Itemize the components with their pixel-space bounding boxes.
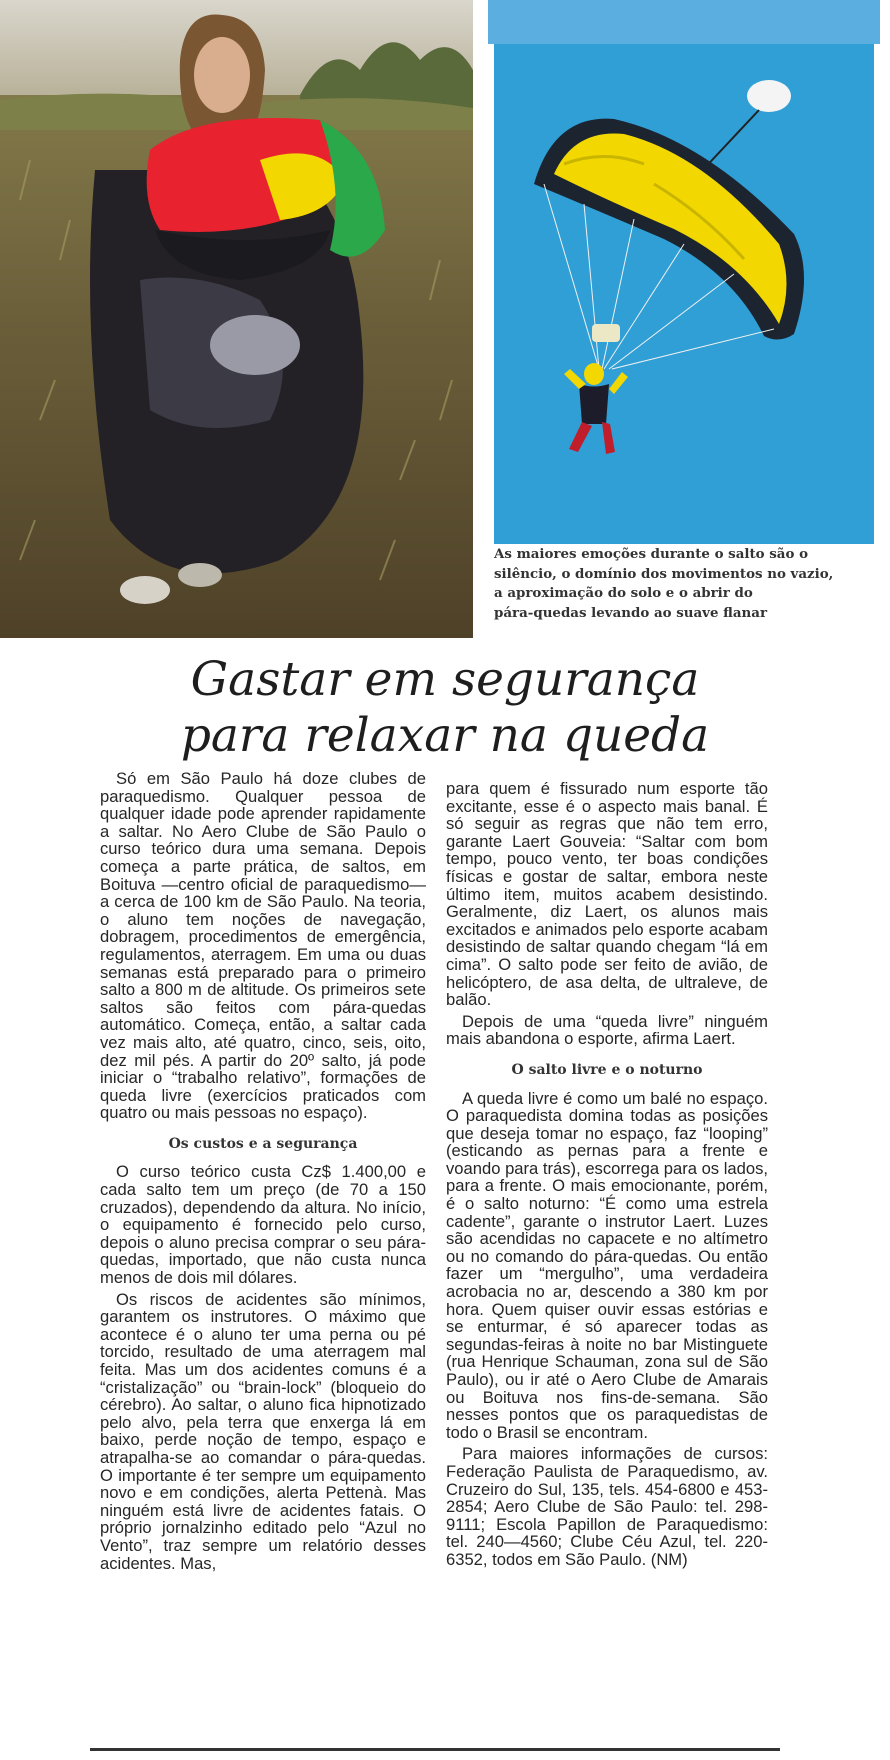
photo-parachutist-in-sky [494, 44, 874, 544]
caption-line: a aproximação do solo e o abrir do [494, 585, 753, 601]
article-column-left [100, 770, 426, 1572]
paragraph: Os riscos de acidentes são mínimos, garantem os instrutores. O máximo que acontece é o aluno ter uma perna ou pé torcido, resultado de uma aterragem mal feita. Mas um dos acidentes comuns é a “cristalização” ou “brain-lock” (bloqueio do cérebro). Ao saltar, o aluno fica hipnotizado pelo alvo, pela terra que enxerga lá em baixo, perde noção de tempo, espaço e atrapalha-se ao comandar o pára-quedas. O importante é ter sempre um equipamento novo e em condições, alerta Pettenà. Mas ninguém está livre de acidentes fatais. O próprio jornalzinho editado pelo “Azul no Vento”, traz sempre um relatório desses acidentes. Mas, [100, 1289, 426, 1573]
caption-line: silêncio, o domínio dos movimentos no vazio, [494, 565, 834, 582]
photo-woman-with-parachute [0, 0, 473, 638]
paragraph: Só em São Paulo há doze clubes de paraquedismo. Qualquer pessoa de qualquer idade pode aprender rapidamente a saltar. No Aero Clube de São Paulo o curso teórico dura uma semana. Depois começa a parte prática, de saltos, em Boituva —centro oficial de paraquedismo— a cerca de 100 km de São Paulo. Na teoria, o aluno tem noções de navegação, dobragem, procedimentos de emergência, regulamentos, aterragem. Em uma ou duas semanas está preparado para o primeiro salto a 800 m de altitude. Os primeiros sete saltos são feitos com pára-quedas automático. Começa, então, a saltar cada vez mais alto, até quatro, cinco, seis, oito, dez mil pés. A partir do 20º salto, já pode iniciar o “trabalho relativo”, formações de queda livre (exercícios praticados com quatro ou mais pessoas no espaço). [100, 769, 426, 1123]
paragraph: Depois de uma “queda livre” ninguém mais abandona o esporte, afirma Laert. [446, 1011, 768, 1049]
bottom-rule [90, 1748, 780, 1751]
paragraph: para quem é fissurado num esporte tão excitante, esse é o aspecto mais banal. É só seguir as regras que não tem erro, garante Laert Gouveia: “Saltar com bom tempo, pouco vento, ter boas condições físicas e gostar de saltar, embora neste último item, muitos acabem desistindo. Geralmente, diz Laert, os alunos mais excitados e animados pelo esporte acabam desistindo de saltar quando chegam “lá em cima”. O salto pode ser feito de avião, de helicóptero, de asa delta, de ultraleve, de balão. [446, 779, 768, 1010]
paragraph: A queda livre é como um balé no espaço. O paraquedista domina todas as posições que deseja tomar no espaço, faz “looping” (esticando as pernas para a frente e voando para trás), escorrega para os lados, para a frente. O mais emocionante, porém, é o salto noturno: “É como uma estrela cadente”, garante o instrutor Laert. Luzes são acendidas no capacete e no altímetro ou no comando do pára-quedas. Ou então fazer um “mergulho”, uma verdadeira acrobacia no ar, descendo a 380 km por hora. Quem quiser ouvir essas estórias e se enturmar, é só aparecer todas as segundas-feiras à noite no bar Mistinguete (rua Henrique Schauman, zona sul de São Paulo), ou ir até o Aero Clube de Amarais ou Boituva nos fins-de-semana. São nesses pontos que os paraquedistas de todo o Brasil se encontram. [446, 1088, 768, 1442]
article-headline [0, 652, 890, 764]
photo-parachutist-in-sky-image [494, 44, 874, 544]
article-column-right [446, 780, 768, 1569]
photo-woman-with-parachute-image [0, 0, 473, 638]
photo-caption [494, 545, 874, 623]
headline-line-1: Gastar em segurança [190, 652, 700, 707]
photo-top-bar [488, 0, 880, 44]
paragraph: Para maiores informações de cursos: Federação Paulista de Paraquedismo, av. Cruzeiro do Sul, 135, tels. 454-6800 e 453-2854; Aero Clube de São Paulo: tel. 298-9111; Escola Papillon de Paraquedismo: tel. 240—4560; Clube Céu Azul, tel. 220-6352, todos em São Paulo. (NM) [446, 1444, 768, 1569]
headline-line-2: para relaxar na queda [180, 708, 710, 763]
paragraph: O curso teórico custa Cz$ 1.400,00 e cada salto tem um preço (de 70 a 150 cruzados), dependendo da altura. No início, o equipamento é fornecido pelo curso, depois o aluno precisa comprar o seu pára-quedas, importado, que não custa nunca menos de dois mil dólares. [100, 1162, 426, 1288]
caption-line: As maiores emoções durante o salto são o [494, 546, 808, 562]
subheading-free-fall: O salto livre e o noturno [511, 1061, 703, 1078]
caption-line: pára-quedas levando ao suave flanar [494, 604, 768, 621]
subheading-costs: Os custos e a segurança [168, 1135, 358, 1152]
